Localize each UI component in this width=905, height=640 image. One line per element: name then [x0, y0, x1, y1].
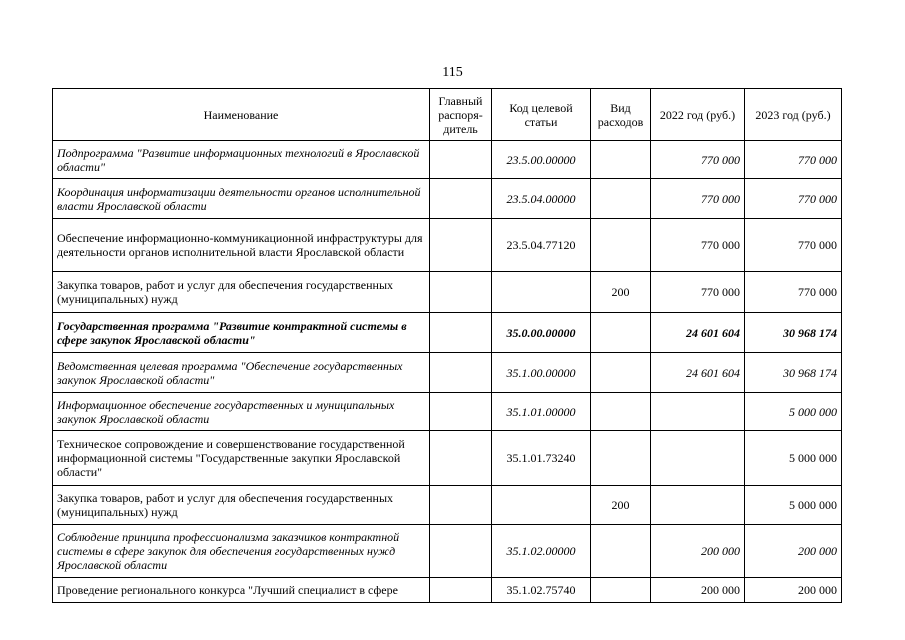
row-2023: 200 000	[745, 525, 842, 578]
row-code: 23.5.04.77120	[492, 219, 591, 272]
row-2023: 5 000 000	[745, 393, 842, 431]
row-name: Координация информатизации деятельности органов исполнительной власти Ярославской области	[53, 179, 430, 219]
row-name: Ведомственная целевая программа "Обеспечение государственных закупок Ярославской области"	[53, 353, 430, 393]
row-kind	[591, 179, 651, 219]
header-2023: 2023 год (руб.)	[745, 89, 842, 141]
row-name: Информационное обеспечение государственных и муниципальных закупок Ярославской области	[53, 393, 430, 431]
table-row	[53, 179, 842, 219]
table-row	[53, 272, 842, 313]
row-code: 35.1.01.00000	[492, 393, 591, 431]
row-name: Техническое сопровождение и совершенствование государственной информационной системы "Государственные закупки Ярославской области"	[53, 431, 430, 486]
row-code: 35.1.02.00000	[492, 525, 591, 578]
row-code	[492, 272, 591, 313]
row-2022	[651, 431, 745, 486]
row-2022: 200 000	[651, 578, 745, 603]
row-name: Соблюдение принципа профессионализма заказчиков контрактной системы в сфере закупок для обеспечения государственных нужд Ярославской области	[53, 525, 430, 578]
row-2023: 5 000 000	[745, 431, 842, 486]
row-2022	[651, 393, 745, 431]
row-chief	[430, 141, 492, 179]
row-code: 35.1.01.73240	[492, 431, 591, 486]
row-chief	[430, 525, 492, 578]
row-2022: 770 000	[651, 272, 745, 313]
row-chief	[430, 313, 492, 353]
row-name: Закупка товаров, работ и услуг для обеспечения государственных (муниципальных) нужд	[53, 272, 430, 313]
row-code	[492, 486, 591, 525]
row-name: Проведение регионального конкурса "Лучший специалист в сфере	[53, 578, 430, 603]
row-2023: 30 968 174	[745, 313, 842, 353]
table-row	[53, 219, 842, 272]
page-number: 115	[442, 65, 463, 80]
row-chief	[430, 486, 492, 525]
header-2022: 2022 год (руб.)	[651, 89, 745, 141]
row-2022: 770 000	[651, 179, 745, 219]
row-chief	[430, 272, 492, 313]
table-row	[53, 578, 842, 603]
header-code: Код целевой статьи	[492, 89, 591, 141]
table-row	[53, 393, 842, 431]
row-2023: 30 968 174	[745, 353, 842, 393]
table-row	[53, 486, 842, 525]
table-row	[53, 313, 842, 353]
table-row	[53, 353, 842, 393]
row-code: 23.5.04.00000	[492, 179, 591, 219]
row-chief	[430, 179, 492, 219]
row-code: 35.0.00.00000	[492, 313, 591, 353]
row-2022: 200 000	[651, 525, 745, 578]
row-name: Обеспечение информационно-коммуникационной инфраструктуры для деятельности органов исполнительной власти Ярославской области	[53, 219, 430, 272]
row-kind: 200	[591, 272, 651, 313]
row-code: 35.1.02.75740	[492, 578, 591, 603]
row-chief	[430, 578, 492, 603]
row-name: Подпрограмма "Развитие информационных технологий в Ярославской области"	[53, 141, 430, 179]
header-row	[53, 89, 842, 141]
row-kind	[591, 525, 651, 578]
row-2022: 24 601 604	[651, 313, 745, 353]
row-kind	[591, 578, 651, 603]
row-2023: 5 000 000	[745, 486, 842, 525]
budget-table	[52, 88, 842, 603]
row-kind: 200	[591, 486, 651, 525]
row-2023: 770 000	[745, 219, 842, 272]
row-kind	[591, 393, 651, 431]
row-2023: 770 000	[745, 179, 842, 219]
table-row	[53, 525, 842, 578]
row-chief	[430, 393, 492, 431]
row-kind	[591, 431, 651, 486]
row-kind	[591, 313, 651, 353]
row-2023: 200 000	[745, 578, 842, 603]
row-2022: 770 000	[651, 141, 745, 179]
row-code: 23.5.00.00000	[492, 141, 591, 179]
table-row	[53, 431, 842, 486]
row-name: Закупка товаров, работ и услуг для обеспечения государственных (муниципальных) нужд	[53, 486, 430, 525]
row-2022: 24 601 604	[651, 353, 745, 393]
row-kind	[591, 219, 651, 272]
row-kind	[591, 141, 651, 179]
row-2022: 770 000	[651, 219, 745, 272]
row-2023: 770 000	[745, 141, 842, 179]
table-row	[53, 141, 842, 179]
header-name: Наименование	[53, 89, 430, 141]
row-chief	[430, 353, 492, 393]
row-2022	[651, 486, 745, 525]
row-2023: 770 000	[745, 272, 842, 313]
row-chief	[430, 219, 492, 272]
row-chief	[430, 431, 492, 486]
row-kind	[591, 353, 651, 393]
row-code: 35.1.00.00000	[492, 353, 591, 393]
header-kind: Вид расходов	[591, 89, 651, 141]
row-name: Государственная программа "Развитие контрактной системы в сфере закупок Ярославской области"	[53, 313, 430, 353]
header-chief: Главный распоря-дитель	[430, 89, 492, 141]
